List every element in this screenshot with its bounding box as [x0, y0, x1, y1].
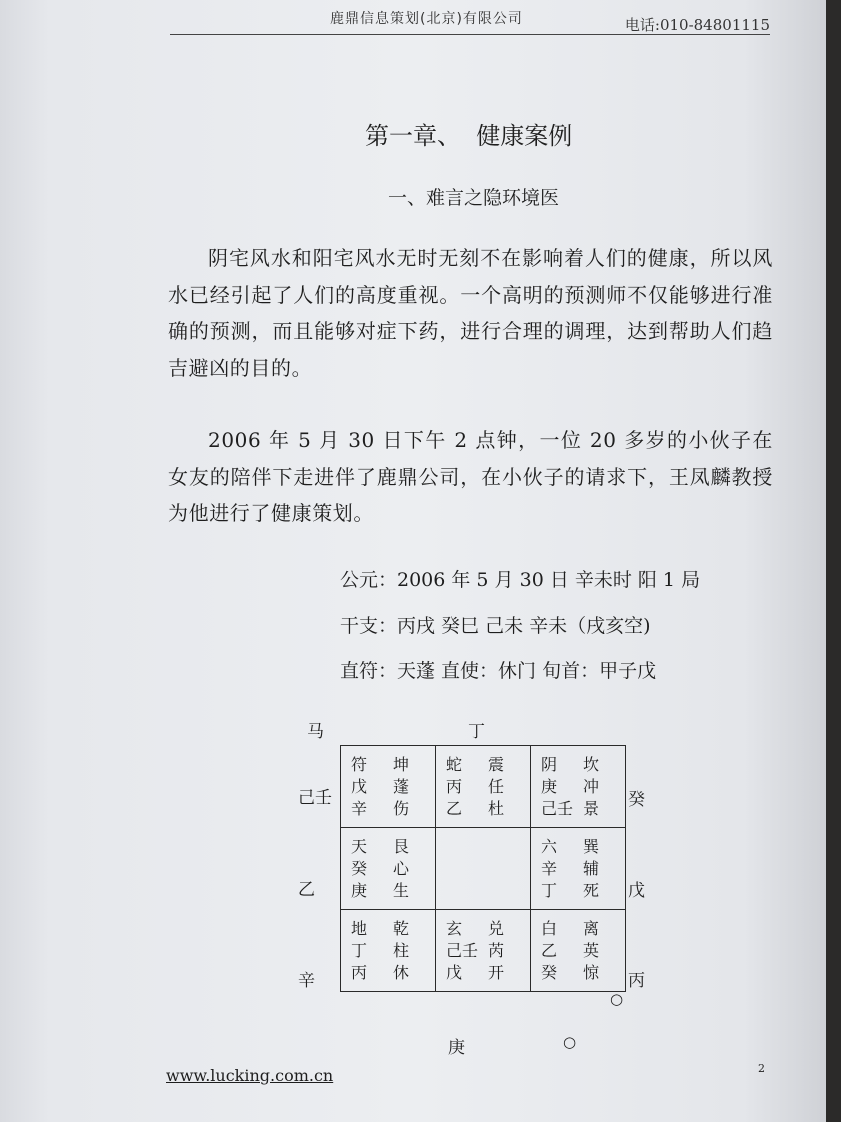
cell-text: 蓬 [393, 776, 410, 796]
cell-text: 白 [541, 918, 558, 938]
cell-text: 乙 [446, 798, 463, 818]
grid-cell [531, 910, 626, 992]
cell-text: 戊 [351, 776, 368, 796]
cell-text: 震 [488, 754, 505, 774]
cell-text: 乙 [541, 940, 558, 960]
cell-text: 任 [488, 776, 505, 796]
cell-text: 冲 [583, 776, 600, 796]
grid-cell [341, 828, 436, 910]
chapter-title: 第一章、 健康案例 [365, 122, 573, 150]
chart-left-label: 己壬 [298, 788, 332, 808]
paragraph-intro: 阴宅风水和阳宅风水无时无刻不在影响着人们的健康，所以风水已经引起了人们的高度重视。一个高明的预测师不仅能够进行准确的预测，而且能够对症下药，进行合理的调理，达到帮助人们趋吉避凶的目的。 [168, 246, 773, 380]
grid-cell [341, 910, 436, 992]
cell-text: 己壬 [541, 798, 574, 818]
cell-text: 巽 [583, 836, 600, 856]
cell-text: 丁 [541, 880, 558, 900]
chart-right-label: 丙 [628, 971, 645, 991]
page-edge-shadow [826, 0, 841, 1122]
cell-text: 地 [351, 918, 368, 938]
page-number: 2 [758, 1062, 765, 1075]
cell-text: 休 [393, 962, 410, 982]
cell-text: 兑 [488, 918, 505, 938]
cell-text: 庚 [351, 880, 368, 900]
cell-text: 芮 [488, 940, 505, 960]
cell-text: 丙 [446, 776, 463, 796]
cell-text: 心 [393, 858, 410, 878]
info-zhifu-line: 直符：天蓬 直使：休门 旬首：甲子戊 [340, 660, 657, 682]
cell-text: 丁 [351, 940, 368, 960]
chart-right-label: 癸 [628, 790, 645, 810]
cell-text: 坤 [393, 754, 410, 774]
cell-text: 英 [583, 940, 600, 960]
chart-bottom-label: 庚 [448, 1038, 465, 1058]
cell-text: 戊 [446, 962, 463, 982]
cell-text: 生 [393, 880, 410, 900]
grid-cell [341, 746, 436, 828]
grid-cell [531, 746, 626, 828]
cell-text: 天 [351, 836, 368, 856]
cell-text: 蛇 [446, 754, 463, 774]
cell-text: 景 [583, 798, 600, 818]
cell-text: 坎 [583, 754, 600, 774]
cell-text: 辅 [583, 858, 600, 878]
cell-text: 离 [583, 918, 600, 938]
chart-left-label: 辛 [298, 971, 315, 991]
section-title: 一、难言之隐环境医 [388, 187, 560, 209]
cell-text: 惊 [583, 962, 600, 982]
cell-text: 己壬 [446, 940, 479, 960]
cell-text: 玄 [446, 918, 463, 938]
cell-text: 艮 [393, 836, 410, 856]
footer-website[interactable]: www.lucking.com.cn [166, 1066, 334, 1085]
chart-top-label-ding: 丁 [468, 722, 485, 742]
phone-number: 电话:010-84801115 [624, 16, 770, 34]
chart-circle-mark: ○ [563, 1033, 577, 1051]
cell-text: 乾 [393, 918, 410, 938]
cell-text: 阴 [541, 754, 558, 774]
company-name: 鹿鼎信息策划(北京)有限公司 [330, 11, 523, 27]
grid-cell [436, 910, 531, 992]
grid-cell-center [436, 828, 531, 910]
cell-text: 癸 [351, 858, 368, 878]
info-ganzhi-line: 干支：丙戌 癸巳 己未 辛未（戌亥空) [340, 615, 651, 637]
paragraph-case: 2006 年 5 月 30 日下午 2 点钟，一位 20 多岁的小伙子在女友的陪伴下走进伴了鹿鼎公司，在小伙子的请求下，王凤麟教授为他进行了健康策划。 [168, 428, 773, 525]
cell-text: 杜 [488, 798, 505, 818]
cell-text: 六 [541, 836, 558, 856]
cell-text: 伤 [393, 798, 410, 818]
cell-text: 丙 [351, 962, 368, 982]
chart-circle-mark: ○ [610, 990, 624, 1008]
cell-text: 死 [583, 880, 600, 900]
cell-text: 开 [488, 962, 505, 982]
chart-right-label: 戊 [628, 881, 645, 901]
cell-text: 辛 [541, 858, 558, 878]
grid-cell [436, 746, 531, 828]
info-date-line: 公元：2006 年 5 月 30 日 辛未时 阳 1 局 [340, 569, 701, 591]
cell-text: 辛 [351, 798, 368, 818]
cell-text: 庚 [541, 776, 558, 796]
chart-left-label: 乙 [298, 880, 315, 900]
page-header [170, 4, 770, 35]
cell-text: 柱 [393, 940, 410, 960]
cell-text: 癸 [541, 962, 558, 982]
cell-text: 符 [351, 754, 368, 774]
grid-cell [531, 828, 626, 910]
qimen-chart-grid [340, 745, 626, 992]
chart-top-label-horse: 马 [307, 722, 324, 742]
